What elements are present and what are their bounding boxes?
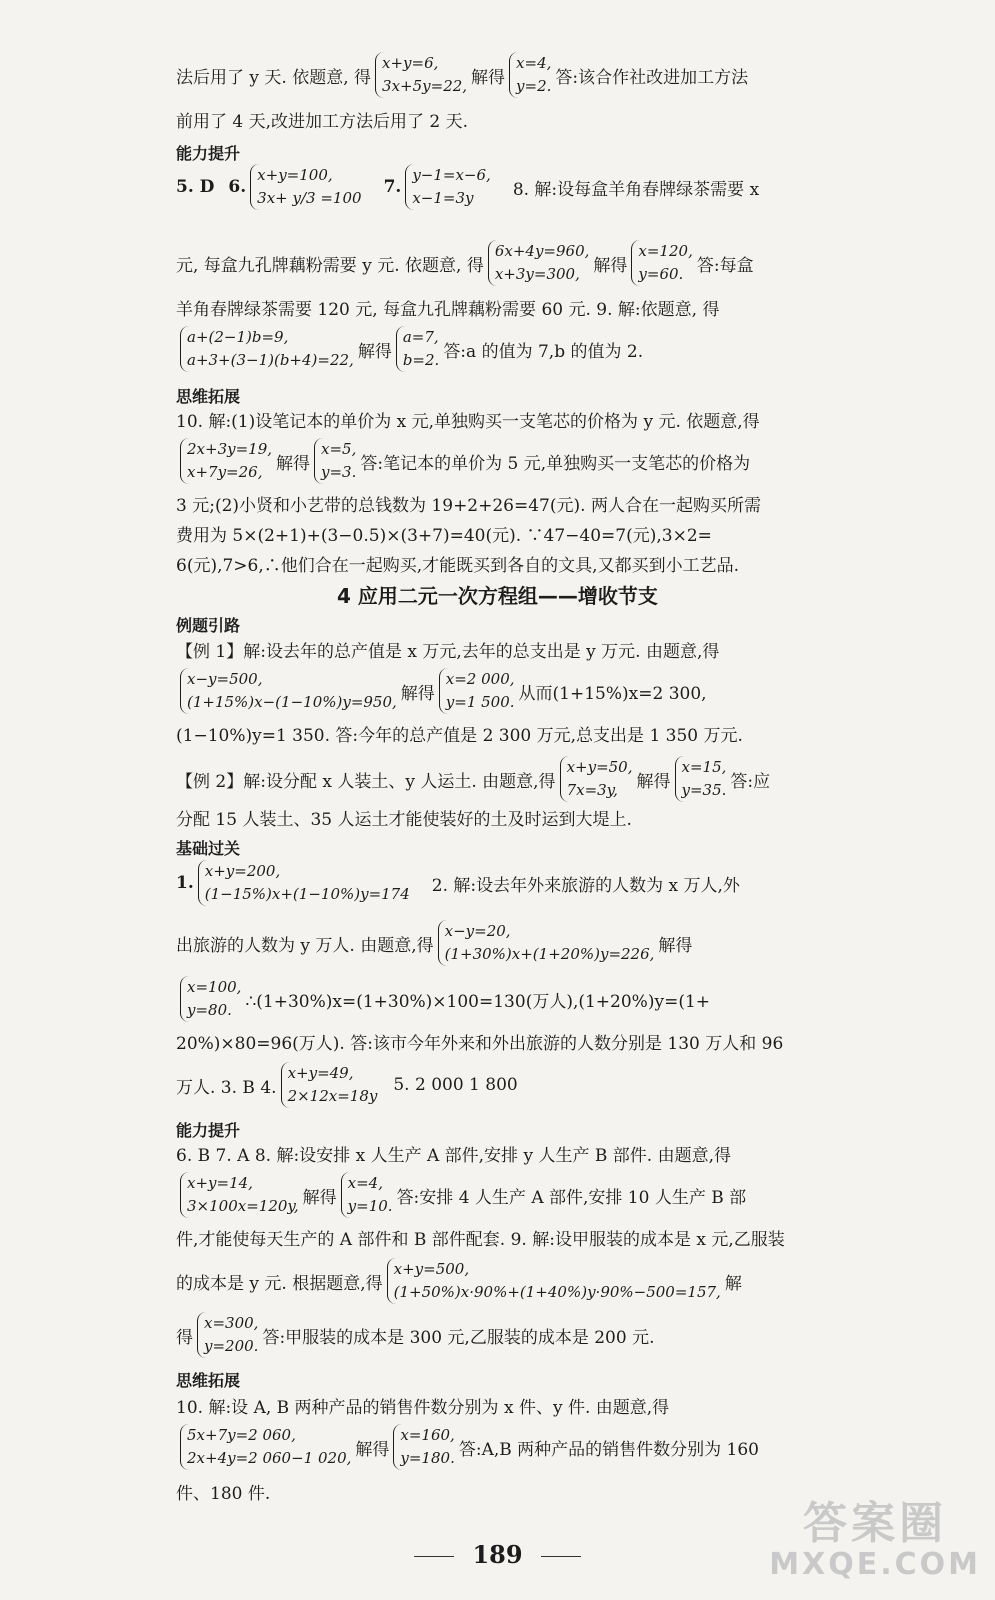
nengli2-line-1: 6. B 7. A 8. 解:设安排 x 人生产 A 部件,安排 y 人生产 B 部件. 由题意,得 — [176, 1146, 731, 1166]
text: 解得 — [593, 255, 628, 276]
equation: x+3y=300, — [494, 265, 580, 283]
example-1-line-1: 【例 1】解:设去年的总产值是 x 万元,去年的总支出是 y 万元. 由题意,得 — [176, 642, 720, 662]
equation: y=10. — [347, 1197, 393, 1215]
equation: 3x+5y=22, — [382, 77, 468, 95]
equation: x=160, — [400, 1426, 455, 1444]
equation: x+y=200, — [204, 862, 281, 880]
text: 答:a 的值为 7,b 的值为 2. — [443, 341, 644, 362]
equation-system — [375, 52, 467, 98]
text: 解得 — [355, 1439, 390, 1460]
solution-system — [509, 52, 551, 98]
dash-left — [414, 1556, 454, 1557]
top-line-2: 前用了 4 天,改进加工方法后用了 2 天. — [176, 112, 469, 132]
equation: y=80. — [187, 1001, 232, 1019]
text: 答:每盒 — [696, 255, 754, 276]
equation: y=60. — [638, 265, 684, 283]
text: 5. 2 000 1 800 — [393, 1075, 518, 1095]
equation: x+y=100, — [257, 166, 333, 184]
nengli1-line-1 — [176, 164, 815, 210]
equation: x=120, — [638, 242, 693, 260]
equation: 6x+4y=960, — [494, 242, 590, 260]
equation-system — [180, 1172, 299, 1218]
equation: y=3. — [321, 463, 357, 481]
solution-system — [675, 756, 727, 802]
solution-system — [631, 240, 692, 286]
watermark-text: 答案圈 — [803, 1498, 948, 1549]
equation-system — [180, 326, 354, 372]
equation: x=100, — [187, 978, 242, 996]
text: 答:应 — [730, 771, 771, 792]
equation: y=1 500. — [445, 693, 515, 711]
equation: (1+30%)x+(1+20%)y=226, — [444, 945, 655, 963]
section-heading: 基础过关 — [176, 839, 241, 858]
equation: a+3+(3−1)(b+4)=22, — [187, 351, 354, 369]
text: 万人. 3. B 4. — [176, 1077, 277, 1098]
solution-system — [180, 976, 241, 1022]
equation: 3x+ y/3 =100 — [257, 189, 362, 207]
equation-system — [387, 1258, 721, 1304]
text: 解得 — [658, 935, 693, 956]
nengli1-line-4 — [176, 326, 815, 372]
jichu-line-2 — [176, 920, 815, 966]
equation: x+y=6, — [382, 54, 439, 72]
text: 解得 — [276, 453, 311, 474]
text: 出旅游的人数为 y 万人. 由题意,得 — [176, 935, 434, 956]
equation: x+7y=26, — [187, 463, 263, 481]
equation-system — [250, 164, 361, 210]
answer-5: 5. D — [176, 177, 215, 197]
equation: x+y=49, — [287, 1064, 354, 1082]
equation-system — [180, 438, 272, 484]
equation: y=180. — [400, 1449, 455, 1467]
siwei1-line-4: 费用为 5×(2+1)+(3−0.5)×(3+7)=40(元). ∵47−40=7(元),3×2= — [176, 526, 712, 546]
equation: 2×12x=18y — [287, 1087, 378, 1105]
text: 的成本是 y 元. 根据题意,得 — [176, 1273, 383, 1294]
equation-system — [180, 668, 397, 714]
equation: 7x=3y, — [566, 781, 618, 799]
siwei2-line-3: 件、180 件. — [176, 1484, 271, 1504]
equation: x−y=500, — [187, 670, 263, 688]
equation: a+(2−1)b=9, — [187, 328, 289, 346]
equation: x=4, — [516, 54, 552, 72]
siwei1-line-5: 6(元),7>6,∴他们合在一起购买,才能既买到各自的文具,又都买到小工艺品. — [176, 556, 739, 576]
equation: a=7, — [402, 328, 439, 346]
equation: (1+15%)x−(1−10%)y=950, — [187, 693, 397, 711]
siwei1-line-1: 10. 解:(1)设笔记本的单价为 x 元,单独购买一支笔芯的价格为 y 元. 依题意,得 — [176, 412, 760, 432]
top-line-1 — [176, 52, 815, 98]
nengli2-line-5 — [176, 1312, 815, 1358]
solution-system — [393, 1424, 454, 1470]
text: 【例 2】解:设分配 x 人装土、y 人运土. 由题意,得 — [176, 771, 556, 792]
text: 答:A,B 两种产品的销售件数分别为 160 — [458, 1439, 759, 1460]
siwei1-line-2 — [176, 438, 815, 484]
text: 答:安排 4 人生产 A 部件,安排 10 人生产 B 部 — [396, 1187, 747, 1208]
equation: x=4, — [347, 1174, 383, 1192]
equation-system — [281, 1062, 378, 1108]
solution-system — [314, 438, 356, 484]
text: ∴(1+30%)x=(1+30%)×100=130(万人),(1+20%)y=(1+ — [245, 991, 711, 1012]
equation: y−1=x−6, — [412, 166, 491, 184]
equation: x=2 000, — [445, 670, 515, 688]
example-2-line-2: 分配 15 人装土、35 人运土才能使装好的土及时运到大堤上. — [176, 810, 632, 830]
example-1-line-3: (1−10%)y=1 350. 答:今年的总产值是 2 300 万元,总支出是 1 350 万元. — [176, 726, 743, 746]
page-number-text: 189 — [472, 1540, 523, 1569]
equation: x=5, — [321, 440, 357, 458]
jichu-line-4: 20%)×80=96(万人). 答:该市今年外来和外出旅游的人数分别是 130 万人和 96 — [176, 1034, 784, 1054]
equation: x+y=14, — [187, 1174, 253, 1192]
nengli2-line-2 — [176, 1172, 815, 1218]
equation: (1−15%)x+(1−10%)y=174 — [204, 885, 410, 903]
siwei1-line-3: 3 元;(2)小贤和小艺带的总钱数为 19+2+26=47(元). 两人合在一起购买所需 — [176, 496, 761, 516]
equation: b=2. — [402, 351, 440, 369]
siwei2-line-2 — [176, 1424, 815, 1470]
equation: x=300, — [204, 1314, 259, 1332]
text: 答:笔记本的单价为 5 元,单独购买一支笔芯的价格为 — [360, 453, 751, 474]
equation: 2x+4y=2 060−1 020, — [187, 1449, 352, 1467]
equation: x=15, — [681, 758, 727, 776]
section-heading: 思维拓展 — [176, 387, 241, 406]
equation: x+y=50, — [566, 758, 633, 776]
nengli1-line-2 — [176, 240, 815, 286]
section-heading: 能力提升 — [176, 144, 241, 163]
equation: y=35. — [681, 781, 727, 799]
question-8-text: 8. 解:设每盒羊角春牌绿茶需要 x — [512, 179, 760, 200]
siwei2-line-1: 10. 解:设 A, B 两种产品的销售件数分别为 x 件、y 件. 由题意,得 — [176, 1398, 670, 1418]
dash-right — [541, 1556, 581, 1557]
jichu-line-5 — [176, 1062, 815, 1108]
nengli1-line-3: 羊角春牌绿茶需要 120 元, 每盒九孔牌藕粉需要 60 元. 9. 解:依题意, 得 — [176, 300, 720, 320]
text: 法后用了 y 天. 依题意, 得 — [176, 67, 372, 88]
equation-system — [198, 860, 410, 906]
question-7-label: 7. — [383, 177, 402, 197]
solution-system — [439, 668, 515, 714]
text: 解得 — [357, 341, 392, 362]
equation: 2x+3y=19, — [187, 440, 273, 458]
question-2-text: 2. 解:设去年外来旅游的人数为 x 万人,外 — [431, 875, 740, 896]
example-2-line-1 — [176, 756, 815, 802]
example-1-line-2 — [176, 668, 815, 714]
solution-system — [197, 1312, 258, 1358]
section-heading: 例题引路 — [176, 616, 241, 635]
text: 得 — [176, 1327, 193, 1348]
section-heading: 能力提升 — [176, 1121, 241, 1140]
equation-system — [560, 756, 633, 802]
watermark-url: MXQE.COM — [769, 1547, 981, 1582]
text: 答:甲服装的成本是 300 元,乙服装的成本是 200 元. — [262, 1327, 655, 1348]
equation: y=2. — [516, 77, 552, 95]
question-1-label: 1. — [176, 873, 194, 893]
nengli2-line-4 — [176, 1258, 815, 1304]
jichu-line-1 — [176, 860, 815, 906]
equation: x+y=500, — [393, 1260, 470, 1278]
equation: x−y=20, — [444, 922, 511, 940]
equation-system — [438, 920, 655, 966]
equation: 3×100x=120y, — [187, 1197, 299, 1215]
watermark-logo — [769, 1498, 981, 1582]
text: 解得 — [471, 67, 506, 88]
text: 解 — [724, 1273, 742, 1294]
section-heading: 思维拓展 — [176, 1371, 241, 1390]
text: 解得 — [636, 771, 671, 792]
equation-system — [180, 1424, 351, 1470]
section-title: 4 应用二元一次方程组——增收节支 — [337, 584, 658, 608]
nengli2-line-3: 件,才能使每天生产的 A 部件和 B 部件配套. 9. 解:设甲服装的成本是 x 元,乙服装 — [176, 1230, 785, 1250]
solution-system — [396, 326, 439, 372]
question-6-label: 6. — [228, 177, 247, 197]
solution-system — [341, 1172, 393, 1218]
equation-system — [488, 240, 590, 286]
jichu-line-3 — [176, 976, 815, 1022]
equation: x−1=3y — [412, 189, 474, 207]
text: 从而(1+15%)x=2 300, — [518, 683, 707, 704]
equation: y=200. — [204, 1337, 259, 1355]
text: 元, 每盒九孔牌藕粉需要 y 元. 依题意, 得 — [176, 255, 484, 276]
equation-system — [405, 164, 491, 210]
equation: (1+50%)x·90%+(1+40%)y·90%−500=157, — [393, 1283, 721, 1301]
equation: 5x+7y=2 060, — [187, 1426, 296, 1444]
text: 解得 — [400, 683, 435, 704]
text: 解得 — [302, 1187, 337, 1208]
text: 答:该合作社改进加工方法 — [555, 67, 749, 88]
